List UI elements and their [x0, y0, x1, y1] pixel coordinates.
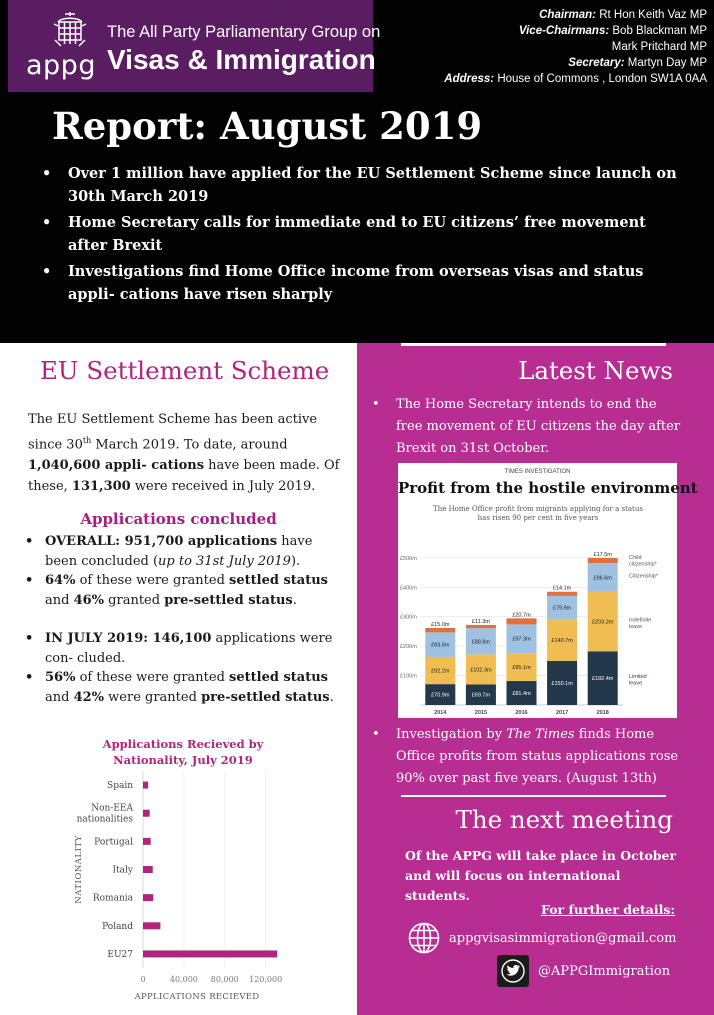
infographic-kicker: TIMES INVESTIGATION	[504, 469, 571, 475]
chart-x-tick-label: 2017	[555, 710, 569, 716]
chart-legend-label: Indefinite	[629, 617, 652, 624]
headline-item: • Over 1 million have applied for the EU Settlement Scheme since launch on 30th March 2019	[42, 162, 682, 208]
address-row: Address: House of Commons , London SW1A 0AA	[444, 73, 707, 85]
chart-x-axis-label: APPLICATIONS RECIEVED	[134, 992, 260, 1002]
twitter-handle[interactable]: @APPGImmigration	[538, 963, 671, 979]
chart-data-label: £14.1m	[552, 585, 572, 592]
chart-title: Nationality, July 2019	[113, 753, 253, 767]
chart-data-label: £83.6m	[431, 642, 450, 649]
news-item: • The Home Secretary intends to end the free movement of EU citizens the day after Brexit on 31st October.	[372, 397, 681, 456]
chart-x-tick-label: 2018	[596, 710, 609, 716]
chart-legend-label: Child	[629, 554, 642, 561]
chart-category-label: EU27	[107, 949, 133, 960]
list-item: • 56% of these were granted settled status and 42% were granted pre-settled status.	[25, 668, 343, 707]
july-stats-list	[25, 629, 343, 707]
chart-data-label: £20.7m	[512, 612, 531, 619]
infographic-subtitle: The Home Office profit from migrants applying for a status has risen 90 per cent in five years	[433, 505, 643, 522]
email-contact[interactable]	[407, 921, 676, 955]
divider	[401, 343, 666, 346]
chart-category-label: Poland	[102, 921, 133, 932]
news-item: • Investigation by The Times finds Home Office profits from status applications rose 90% over past five years. (August 13th)	[372, 727, 679, 786]
chart-title: Applications Recieved by	[102, 737, 264, 751]
appg-logo	[8, 0, 381, 92]
email-link[interactable]: appgvisasimmigration@gmail.com	[449, 930, 677, 946]
globe-icon	[407, 921, 441, 955]
chart-x-tick-label: 2015	[474, 710, 488, 716]
chart-bar	[143, 810, 150, 817]
list-item: • 64% of these were granted settled status and 46% granted pre-settled status.	[25, 571, 343, 610]
july-applications: 131,300	[71, 479, 131, 495]
chart-category-label: nationalities	[76, 814, 133, 825]
chart-data-label: £97.3m	[512, 636, 531, 643]
portcullis-icon	[48, 10, 92, 50]
chart-category-label: Romania	[92, 893, 133, 904]
chart-y-tick-label: £300m	[400, 614, 417, 621]
vice-chairmen-row: Vice-Chairmans: Bob Blackman MP	[518, 25, 707, 37]
meeting-title: The next meeting	[455, 805, 673, 834]
total-applications: 1,040,600 appli- cations	[28, 458, 205, 474]
vice-chairman-2-row: Mark Pritchard MP	[611, 41, 707, 53]
chart-bar	[143, 838, 151, 845]
chart-bar-segment	[425, 628, 455, 632]
chart-data-label: £92.2m	[431, 668, 450, 675]
chart-bar-segment	[466, 625, 496, 628]
chart-y-tick-label: £100m	[400, 673, 417, 680]
chart-x-tick-label: 0	[140, 975, 146, 984]
section-title: EU Settlement Scheme	[40, 356, 330, 385]
logo-mark	[18, 6, 106, 86]
details-label: For further details:	[541, 902, 675, 917]
logo-group-line: The All Party Parliamentary Group on	[107, 23, 381, 41]
report-header	[0, 0, 714, 343]
officers-list	[444, 7, 707, 87]
report-title: Report: August 2019	[52, 104, 483, 148]
list-item: • OVERALL: 951,700 applications have been concluded (up to 31st July 2019).	[25, 532, 343, 571]
chart-data-label: £70.9m	[431, 692, 450, 699]
concluded-heading: Applications concluded	[80, 510, 277, 528]
chart-data-label: £79.9m	[552, 605, 572, 612]
chart-bar-segment	[506, 618, 536, 624]
chart-data-label: £15.0m	[431, 621, 450, 628]
chart-data-label: £96.6m	[593, 575, 612, 582]
chart-category-label: Spain	[107, 781, 133, 792]
chart-x-tick-label: 120,000	[249, 975, 283, 984]
chart-category-label: Italy	[112, 865, 133, 876]
chart-legend-label: leave	[629, 680, 643, 687]
chart-y-tick-label: £400m	[400, 585, 417, 592]
chart-bar-segment	[547, 592, 577, 596]
list-item: • IN JULY 2019: 146,100 applications were con- cluded.	[25, 629, 343, 668]
chart-x-tick-label: 2014	[434, 710, 447, 716]
chart-x-tick-label: 2016	[515, 710, 528, 716]
infographic-title: Profit from the hostile environment	[398, 479, 698, 497]
eu-settlement-section	[0, 343, 357, 1015]
times-infographic	[398, 463, 698, 718]
chart-data-label: £95.1m	[512, 665, 531, 672]
eu-intro-paragraph: The EU Settlement Scheme has been active since 30th March 2019. To date, around 1,040,600 appli- cations have been made. Of these, 131,300 were received in July 2019.	[28, 412, 340, 495]
chart-y-tick-label: £200m	[400, 644, 417, 651]
chart-legend-label: leave	[629, 623, 643, 630]
chart-bar	[143, 894, 153, 901]
chart-legend-label: Citizenship*	[629, 573, 659, 580]
chart-data-label: £102.3m	[470, 667, 492, 674]
source-name: The Times	[506, 727, 575, 742]
chairman-row: Chairman: Rt Hon Keith Vaz MP	[539, 9, 707, 21]
chart-bar	[143, 950, 277, 957]
chart-data-label: £203.2m	[591, 619, 614, 626]
chart-bar	[143, 782, 148, 789]
chart-data-label: £88.8m	[471, 639, 491, 646]
logo-group-name: Visas & Immigration	[107, 44, 376, 75]
meeting-text: Of the APPG will take place in October and will focus on international students.	[405, 848, 677, 903]
secretary-row: Secretary: Martyn Day MP	[568, 57, 707, 69]
chart-category-label: Non-EEA	[91, 803, 133, 814]
chart-legend-label: citizenship*	[629, 561, 657, 568]
latest-news-section	[357, 343, 714, 1015]
chart-bar	[143, 922, 160, 929]
overall-stats-list	[25, 532, 343, 610]
chart-data-label: £69.7m	[471, 692, 491, 699]
chart-category-label: Portugal	[94, 837, 133, 848]
chart-y-tick-label: £500m	[400, 555, 417, 562]
chart-y-axis-label: NATIONALITY	[74, 835, 84, 904]
chart-data-label: £17.5m	[593, 551, 612, 558]
chart-data-label: £81.4m	[512, 691, 531, 698]
chart-x-tick-label: 40,000	[169, 975, 198, 984]
chart-data-label: £11.3m	[471, 618, 490, 625]
chart-data-label: £182.4m	[591, 676, 614, 683]
logo-abbreviation: appg	[26, 50, 96, 81]
profit-stacked-bar-chart	[398, 525, 677, 718]
divider	[401, 795, 666, 797]
chart-data-label: £140.7m	[551, 638, 573, 645]
chart-data-label: £150.1m	[551, 680, 573, 687]
headline-item: • Investigations find Home Office income from overseas visas and status appli- cations have risen sharply	[42, 260, 682, 306]
chart-bar-segment	[588, 558, 618, 563]
nationality-bar-chart	[66, 733, 296, 1015]
chart-bar	[143, 866, 153, 873]
section-title: Latest News	[518, 356, 673, 385]
chart-x-tick-label: 80,000	[210, 975, 239, 984]
twitter-contact[interactable]	[497, 954, 670, 988]
headline-item: • Home Secretary calls for immediate end to EU citizens’ free movement after Brexit	[42, 211, 682, 257]
headline-list	[42, 162, 682, 309]
chart-legend-label: Limited	[629, 674, 647, 681]
twitter-bird-icon	[497, 955, 529, 987]
